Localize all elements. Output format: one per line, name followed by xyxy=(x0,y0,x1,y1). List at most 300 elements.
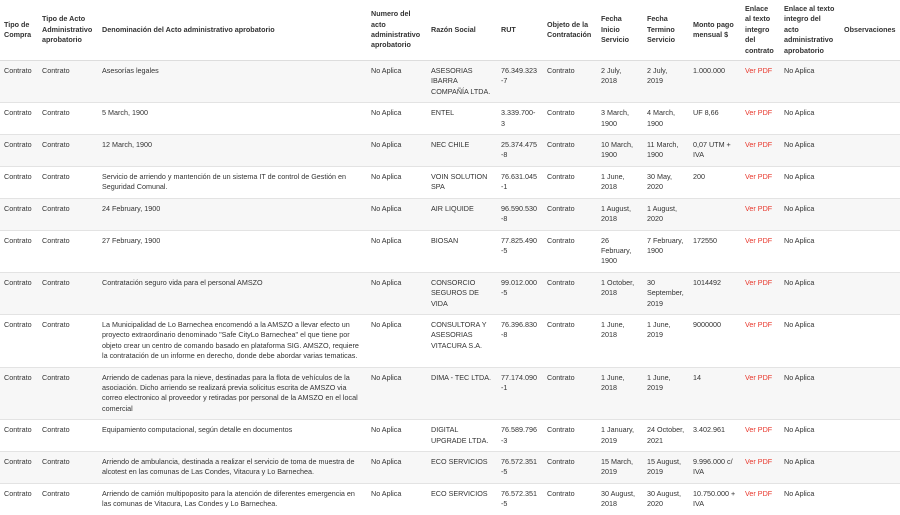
cell-denominacion: La Municipalidad de Lo Barnechea encomendó a la AMSZO a llevar efecto un proyecto extraordinario denominado "Safe CityLo Barnechea" el que tiene por objeto crear un centro de comando basado en plataforma SIG. AMSZO, requiere la contratación de un informe en derecho, donde debe abordar varias tematicas. xyxy=(102,319,359,361)
header-enlace-acto: Enlace al texto integro del acto administrativo aprobatorio xyxy=(780,0,840,61)
cell-razon-social-container xyxy=(427,230,497,272)
cell-denominacion-container xyxy=(98,230,367,272)
cell-enlace-acto-container xyxy=(780,483,840,514)
table-row xyxy=(0,166,900,198)
ver-pdf-link[interactable]: Ver PDF xyxy=(745,457,773,466)
ver-pdf-link-container xyxy=(741,314,780,367)
cell-razon-social-container xyxy=(427,420,497,452)
cell-denominacion: Arriendo de ambulancia, destinada a realizar el servicio de toma de muestra de alcotest en las comunas de Las Condes, Vitacura y Lo Barnechea. xyxy=(102,457,355,477)
cell-denominacion-container xyxy=(98,166,367,198)
cell-tipo-compra: Contrato xyxy=(4,372,32,382)
cell-tipo-acto-container xyxy=(38,103,98,135)
cell-fecha-inicio: 15 March, 2019 xyxy=(601,457,633,477)
cell-objeto-container xyxy=(543,452,597,484)
cell-objeto: Contrato xyxy=(547,235,575,245)
cell-denominacion-container xyxy=(98,367,367,420)
cell-tipo-compra-container xyxy=(0,367,38,420)
cell-tipo-acto: Contrato xyxy=(42,488,70,498)
ver-pdf-link-container xyxy=(741,452,780,484)
table-row xyxy=(0,483,900,514)
ver-pdf-link-container xyxy=(741,135,780,167)
cell-objeto: Contrato xyxy=(547,277,575,287)
cell-rut: 76.589.796-3 xyxy=(501,425,537,445)
cell-denominacion: 27 February, 1900 xyxy=(102,235,161,245)
cell-tipo-compra-container xyxy=(0,452,38,484)
ver-pdf-link-container xyxy=(741,420,780,452)
cell-fecha-termino-container xyxy=(643,166,689,198)
cell-numero-acto-container xyxy=(367,103,427,135)
cell-objeto-container xyxy=(543,61,597,103)
cell-tipo-acto: Contrato xyxy=(42,425,70,435)
cell-numero-acto: No Aplica xyxy=(371,457,402,466)
cell-tipo-compra: Contrato xyxy=(4,425,32,435)
cell-tipo-compra: Contrato xyxy=(4,277,32,287)
cell-numero-acto: No Aplica xyxy=(371,372,402,382)
cell-rut: 77.825.490-5 xyxy=(501,235,537,255)
cell-enlace-acto: No Aplica xyxy=(784,203,815,213)
cell-enlace-acto: No Aplica xyxy=(784,171,815,181)
ver-pdf-link[interactable]: Ver PDF xyxy=(745,319,773,329)
cell-numero-acto: No Aplica xyxy=(371,425,402,435)
cell-fecha-inicio-container xyxy=(597,135,643,167)
cell-observaciones-container xyxy=(840,367,900,420)
cell-enlace-acto: No Aplica xyxy=(784,108,815,118)
cell-rut-container xyxy=(497,367,543,420)
cell-objeto-container xyxy=(543,103,597,135)
cell-objeto-container xyxy=(543,230,597,272)
cell-razon-social-container xyxy=(427,198,497,230)
cell-monto: 1.000.000 xyxy=(693,66,725,76)
cell-enlace-acto-container xyxy=(780,420,840,452)
header-rut: RUT xyxy=(497,0,543,61)
cell-observaciones-container xyxy=(840,483,900,514)
table-row xyxy=(0,314,900,367)
cell-fecha-termino-container xyxy=(643,314,689,367)
cell-tipo-compra-container xyxy=(0,198,38,230)
cell-tipo-acto-container xyxy=(38,198,98,230)
cell-tipo-compra: Contrato xyxy=(4,171,32,181)
cell-rut-container xyxy=(497,452,543,484)
cell-tipo-acto-container xyxy=(38,230,98,272)
cell-denominacion: Asesorías legales xyxy=(102,66,159,76)
cell-observaciones-container xyxy=(840,452,900,484)
cell-razon-social-container xyxy=(427,103,497,135)
cell-monto-container xyxy=(689,103,741,135)
cell-razon-social-container xyxy=(427,314,497,367)
cell-numero-acto-container xyxy=(367,452,427,484)
cell-fecha-inicio-container xyxy=(597,166,643,198)
cell-tipo-acto: Contrato xyxy=(42,140,70,150)
cell-denominacion-container xyxy=(98,103,367,135)
cell-observaciones-container xyxy=(840,198,900,230)
cell-numero-acto: No Aplica xyxy=(371,235,402,245)
cell-objeto: Contrato xyxy=(547,319,575,329)
table-row xyxy=(0,367,900,420)
header-enlace-contrato: Enlace al texto integro del contrato xyxy=(741,0,780,61)
cell-enlace-acto-container xyxy=(780,103,840,135)
cell-fecha-inicio-container xyxy=(597,103,643,135)
cell-rut-container xyxy=(497,61,543,103)
cell-tipo-acto: Contrato xyxy=(42,277,70,287)
cell-razon-social: ECO SERVICIOS xyxy=(431,457,488,466)
cell-objeto: Contrato xyxy=(547,457,575,466)
cell-rut: 96.590.530-8 xyxy=(501,203,537,224)
header-fecha-inicio: Fecha Inicio Servicio xyxy=(597,0,643,61)
cell-fecha-termino-container xyxy=(643,61,689,103)
table-row xyxy=(0,230,900,272)
cell-numero-acto-container xyxy=(367,314,427,367)
cell-fecha-termino: 1 June, 2019 xyxy=(647,372,671,392)
cell-fecha-inicio: 26 February, 1900 xyxy=(601,235,632,266)
cell-tipo-compra-container xyxy=(0,135,38,167)
cell-fecha-inicio-container xyxy=(597,452,643,484)
cell-tipo-compra-container xyxy=(0,103,38,135)
cell-tipo-acto-container xyxy=(38,314,98,367)
cell-fecha-inicio-container xyxy=(597,367,643,420)
cell-enlace-acto: No Aplica xyxy=(784,372,815,382)
ver-pdf-link[interactable]: Ver PDF xyxy=(745,425,773,435)
cell-fecha-inicio: 2 July, 2018 xyxy=(601,66,622,86)
cell-tipo-compra: Contrato xyxy=(4,66,32,76)
cell-fecha-termino: 4 March, 1900 xyxy=(647,108,675,128)
cell-numero-acto-container xyxy=(367,166,427,198)
cell-rut-container xyxy=(497,272,543,314)
cell-tipo-acto-container xyxy=(38,61,98,103)
cell-denominacion: Servicio de arriendo y mantención de un sistema IT de control de Gestión en Seguridad Comunal. xyxy=(102,171,346,192)
cell-observaciones-container xyxy=(840,420,900,452)
ver-pdf-link[interactable]: Ver PDF xyxy=(745,108,773,118)
ver-pdf-link[interactable]: Ver PDF xyxy=(745,66,773,76)
cell-fecha-inicio-container xyxy=(597,230,643,272)
cell-fecha-termino-container xyxy=(643,103,689,135)
cell-tipo-compra-container xyxy=(0,483,38,514)
cell-tipo-compra: Contrato xyxy=(4,457,32,466)
cell-razon-social-container xyxy=(427,166,497,198)
cell-monto-container xyxy=(689,272,741,314)
cell-fecha-termino: 2 July, 2019 xyxy=(647,66,668,86)
cell-fecha-termino: 30 September, 2019 xyxy=(647,277,684,308)
cell-numero-acto-container xyxy=(367,230,427,272)
ver-pdf-link[interactable]: Ver PDF xyxy=(745,488,773,498)
cell-tipo-compra-container xyxy=(0,166,38,198)
cell-rut: 99.012.000-5 xyxy=(501,277,537,298)
cell-objeto: Contrato xyxy=(547,425,575,435)
cell-enlace-acto-container xyxy=(780,272,840,314)
cell-denominacion: 5 March, 1900 xyxy=(102,108,148,118)
cell-objeto-container xyxy=(543,483,597,514)
cell-denominacion-container xyxy=(98,452,367,484)
cell-numero-acto: No Aplica xyxy=(371,140,402,150)
cell-tipo-compra-container xyxy=(0,420,38,452)
cell-observaciones-container xyxy=(840,314,900,367)
header-fecha-termino: Fecha Termino Servicio xyxy=(643,0,689,61)
cell-objeto: Contrato xyxy=(547,171,575,181)
cell-fecha-termino-container xyxy=(643,420,689,452)
ver-pdf-link[interactable]: Ver PDF xyxy=(745,171,773,181)
cell-objeto-container xyxy=(543,420,597,452)
cell-denominacion: Contratación seguro vida para el personal AMSZO xyxy=(102,277,263,287)
cell-fecha-inicio-container xyxy=(597,483,643,514)
ver-pdf-link-container xyxy=(741,61,780,103)
cell-fecha-inicio: 1 January, 2019 xyxy=(601,425,635,445)
cell-tipo-acto: Contrato xyxy=(42,203,70,213)
header-tipo-acto: Tipo de Acto Administrativo aprobatorio xyxy=(38,0,98,61)
cell-rut: 76.631.045-1 xyxy=(501,171,537,192)
cell-tipo-acto-container xyxy=(38,452,98,484)
cell-monto: 172550 xyxy=(693,235,717,245)
cell-enlace-acto: No Aplica xyxy=(784,277,815,287)
cell-numero-acto-container xyxy=(367,61,427,103)
header-razon-social: Razón Social xyxy=(427,0,497,61)
cell-tipo-compra: Contrato xyxy=(4,108,32,118)
cell-tipo-acto: Contrato xyxy=(42,171,70,181)
cell-enlace-acto-container xyxy=(780,367,840,420)
cell-tipo-acto-container xyxy=(38,135,98,167)
cell-razon-social-container xyxy=(427,452,497,484)
cell-razon-social-container xyxy=(427,135,497,167)
cell-rut-container xyxy=(497,420,543,452)
cell-objeto-container xyxy=(543,367,597,420)
table-row xyxy=(0,452,900,484)
cell-rut: 76.572.351-5 xyxy=(501,457,537,477)
cell-razon-social-container xyxy=(427,483,497,514)
cell-denominacion-container xyxy=(98,198,367,230)
cell-fecha-inicio: 1 June, 2018 xyxy=(601,372,625,392)
cell-enlace-acto: No Aplica xyxy=(784,457,815,466)
cell-fecha-termino-container xyxy=(643,198,689,230)
cell-razon-social-container xyxy=(427,367,497,420)
cell-razon-social: DIGITAL UPGRADE LTDA. xyxy=(431,425,489,445)
cell-fecha-inicio-container xyxy=(597,61,643,103)
ver-pdf-link[interactable]: Ver PDF xyxy=(745,372,773,382)
cell-tipo-acto-container xyxy=(38,420,98,452)
cell-numero-acto: No Aplica xyxy=(371,277,402,287)
cell-monto: 200 xyxy=(693,171,705,181)
cell-razon-social: VOIN SOLUTION SPA xyxy=(431,171,488,192)
cell-fecha-termino: 1 June, 2019 xyxy=(647,319,671,340)
cell-fecha-termino: 11 March, 1900 xyxy=(647,140,679,160)
cell-numero-acto-container xyxy=(367,272,427,314)
cell-objeto-container xyxy=(543,314,597,367)
cell-rut-container xyxy=(497,483,543,514)
cell-tipo-compra-container xyxy=(0,272,38,314)
cell-tipo-acto-container xyxy=(38,272,98,314)
cell-fecha-inicio: 30 August, 2018 xyxy=(601,488,635,509)
table-header-row xyxy=(0,0,900,61)
cell-rut-container xyxy=(497,198,543,230)
cell-fecha-termino-container xyxy=(643,452,689,484)
cell-rut-container xyxy=(497,314,543,367)
cell-razon-social-container xyxy=(427,61,497,103)
cell-rut-container xyxy=(497,135,543,167)
cell-tipo-compra: Contrato xyxy=(4,319,32,329)
table-row xyxy=(0,103,900,135)
cell-fecha-inicio: 3 March, 1900 xyxy=(601,108,629,128)
header-numero-acto: Numero del acto administrativo aprobatorio xyxy=(367,0,427,61)
ver-pdf-link-container xyxy=(741,367,780,420)
cell-razon-social: CONSULTORA Y ASESORIAS VITACURA S.A. xyxy=(431,319,487,350)
cell-fecha-inicio-container xyxy=(597,314,643,367)
cell-rut-container xyxy=(497,230,543,272)
cell-tipo-acto: Contrato xyxy=(42,235,70,245)
cell-objeto: Contrato xyxy=(547,372,575,382)
cell-enlace-acto-container xyxy=(780,166,840,198)
cell-denominacion-container xyxy=(98,272,367,314)
cell-objeto-container xyxy=(543,272,597,314)
cell-fecha-termino-container xyxy=(643,483,689,514)
cell-objeto-container xyxy=(543,166,597,198)
cell-razon-social: ASESORIAS IBARRA COMPAÑÍA LTDA. xyxy=(431,66,491,96)
cell-denominacion: Arriendo de cadenas para la nieve, destinadas para la flota de vehículos de la asociación. Dicho arriendo se realizará previa solicitus escrita de AMSZO via correo electronico al proveedor y retiradas por personal de la AMSZO en el local comercial xyxy=(102,372,358,413)
cell-razon-social: NEC CHILE xyxy=(431,140,470,150)
cell-razon-social: ENTEL xyxy=(431,108,455,118)
table-row xyxy=(0,198,900,230)
cell-observaciones-container xyxy=(840,103,900,135)
cell-denominacion-container xyxy=(98,420,367,452)
cell-numero-acto: No Aplica xyxy=(371,319,402,329)
cell-observaciones-container xyxy=(840,61,900,103)
cell-monto: UF 8,66 xyxy=(693,108,719,118)
ver-pdf-link-container xyxy=(741,272,780,314)
cell-fecha-termino: 15 August, 2019 xyxy=(647,457,681,477)
cell-enlace-acto-container xyxy=(780,135,840,167)
cell-denominacion-container xyxy=(98,61,367,103)
cell-rut-container xyxy=(497,166,543,198)
cell-tipo-compra-container xyxy=(0,61,38,103)
cell-fecha-inicio: 1 June, 2018 xyxy=(601,319,625,340)
cell-numero-acto-container xyxy=(367,420,427,452)
header-denominacion: Denominación del Acto administrativo aprobatorio xyxy=(98,0,367,61)
cell-fecha-termino-container xyxy=(643,135,689,167)
cell-tipo-compra: Contrato xyxy=(4,235,32,245)
cell-razon-social: BIOSAN xyxy=(431,235,459,245)
ver-pdf-link-container xyxy=(741,483,780,514)
cell-monto: 14 xyxy=(693,372,701,382)
cell-tipo-compra-container xyxy=(0,314,38,367)
cell-numero-acto: No Aplica xyxy=(371,171,402,181)
cell-razon-social: DIMA - TEC LTDA. xyxy=(431,372,492,382)
cell-objeto: Contrato xyxy=(547,140,575,150)
cell-razon-social: AIR LIQUIDE xyxy=(431,203,474,213)
cell-fecha-termino: 30 August, 2020 xyxy=(647,488,681,509)
cell-razon-social: ECO SERVICIOS xyxy=(431,488,488,498)
cell-denominacion: Equipamiento computacional, según detalle en documentos xyxy=(102,425,293,435)
cell-observaciones-container xyxy=(840,166,900,198)
cell-fecha-termino-container xyxy=(643,230,689,272)
cell-enlace-acto-container xyxy=(780,230,840,272)
cell-fecha-inicio-container xyxy=(597,272,643,314)
cell-rut: 25.374.475-8 xyxy=(501,140,537,160)
cell-numero-acto: No Aplica xyxy=(371,203,402,213)
cell-fecha-termino-container xyxy=(643,367,689,420)
cell-denominacion: Arriendo de camión multipoposito para la atención de diferentes emergencia en las comunas de Vitacura, Las Condes y Lo Barnechea. xyxy=(102,488,355,509)
cell-enlace-acto-container xyxy=(780,198,840,230)
cell-tipo-acto-container xyxy=(38,483,98,514)
ver-pdf-link[interactable]: Ver PDF xyxy=(745,277,773,287)
cell-numero-acto: No Aplica xyxy=(371,108,402,118)
cell-tipo-compra: Contrato xyxy=(4,203,32,213)
table-row xyxy=(0,61,900,103)
cell-tipo-acto: Contrato xyxy=(42,108,70,118)
cell-monto-container xyxy=(689,230,741,272)
cell-objeto-container xyxy=(543,135,597,167)
cell-enlace-acto: No Aplica xyxy=(784,319,815,329)
cell-fecha-termino: 7 February, 1900 xyxy=(647,235,684,255)
cell-razon-social: CONSORCIO SEGUROS DE VIDA xyxy=(431,277,479,308)
cell-monto: 9.996.000 c/ IVA xyxy=(693,457,733,477)
cell-observaciones-container xyxy=(840,230,900,272)
ver-pdf-link[interactable]: Ver PDF xyxy=(745,203,773,213)
ver-pdf-link-container xyxy=(741,230,780,272)
cell-tipo-acto: Contrato xyxy=(42,457,70,466)
cell-numero-acto-container xyxy=(367,135,427,167)
cell-fecha-inicio: 1 June, 2018 xyxy=(601,171,625,192)
ver-pdf-link-container xyxy=(741,166,780,198)
cell-monto: 9000000 xyxy=(693,319,721,329)
cell-monto: 3.402.961 xyxy=(693,425,725,435)
cell-observaciones-container xyxy=(840,135,900,167)
cell-monto-container xyxy=(689,483,741,514)
cell-tipo-acto: Contrato xyxy=(42,66,70,76)
cell-objeto: Contrato xyxy=(547,203,575,213)
cell-enlace-acto: No Aplica xyxy=(784,488,815,498)
cell-enlace-acto-container xyxy=(780,452,840,484)
cell-enlace-acto: No Aplica xyxy=(784,235,815,245)
cell-monto-container xyxy=(689,452,741,484)
table-body xyxy=(0,61,900,515)
cell-fecha-termino-container xyxy=(643,272,689,314)
cell-monto-container xyxy=(689,166,741,198)
cell-fecha-inicio-container xyxy=(597,420,643,452)
cell-fecha-inicio: 1 August, 2018 xyxy=(601,203,631,224)
ver-pdf-link[interactable]: Ver PDF xyxy=(745,140,773,150)
cell-denominacion-container xyxy=(98,135,367,167)
cell-fecha-termino: 24 October, 2021 xyxy=(647,425,685,445)
cell-enlace-acto-container xyxy=(780,61,840,103)
cell-fecha-inicio: 10 March, 1900 xyxy=(601,140,633,160)
cell-fecha-inicio: 1 October, 2018 xyxy=(601,277,635,298)
cell-rut: 3.339.700-3 xyxy=(501,108,536,128)
cell-objeto: Contrato xyxy=(547,488,575,498)
cell-objeto-container xyxy=(543,198,597,230)
table-row xyxy=(0,135,900,167)
cell-tipo-compra-container xyxy=(0,230,38,272)
header-tipo-compra: Tipo de Compra xyxy=(0,0,38,61)
cell-denominacion-container xyxy=(98,314,367,367)
cell-numero-acto: No Aplica xyxy=(371,66,402,76)
table-row xyxy=(0,272,900,314)
cell-rut: 76.572.351-5 xyxy=(501,488,537,509)
header-observaciones: Observaciones xyxy=(840,0,900,61)
cell-tipo-compra: Contrato xyxy=(4,488,32,498)
cell-monto-container xyxy=(689,61,741,103)
cell-rut: 77.174.090-1 xyxy=(501,372,537,392)
cell-enlace-acto: No Aplica xyxy=(784,425,815,435)
cell-monto-container xyxy=(689,420,741,452)
cell-fecha-termino: 1 August, 2020 xyxy=(647,203,677,224)
ver-pdf-link-container xyxy=(741,103,780,135)
cell-observaciones-container xyxy=(840,272,900,314)
cell-tipo-acto: Contrato xyxy=(42,372,70,382)
cell-fecha-inicio-container xyxy=(597,198,643,230)
cell-numero-acto-container xyxy=(367,483,427,514)
cell-monto: 0,07 UTM + IVA xyxy=(693,140,731,160)
header-monto: Monto pago mensual $ xyxy=(689,0,741,61)
cell-monto-container xyxy=(689,135,741,167)
cell-monto-container xyxy=(689,198,741,230)
cell-tipo-acto: Contrato xyxy=(42,319,70,329)
ver-pdf-link[interactable]: Ver PDF xyxy=(745,235,773,245)
